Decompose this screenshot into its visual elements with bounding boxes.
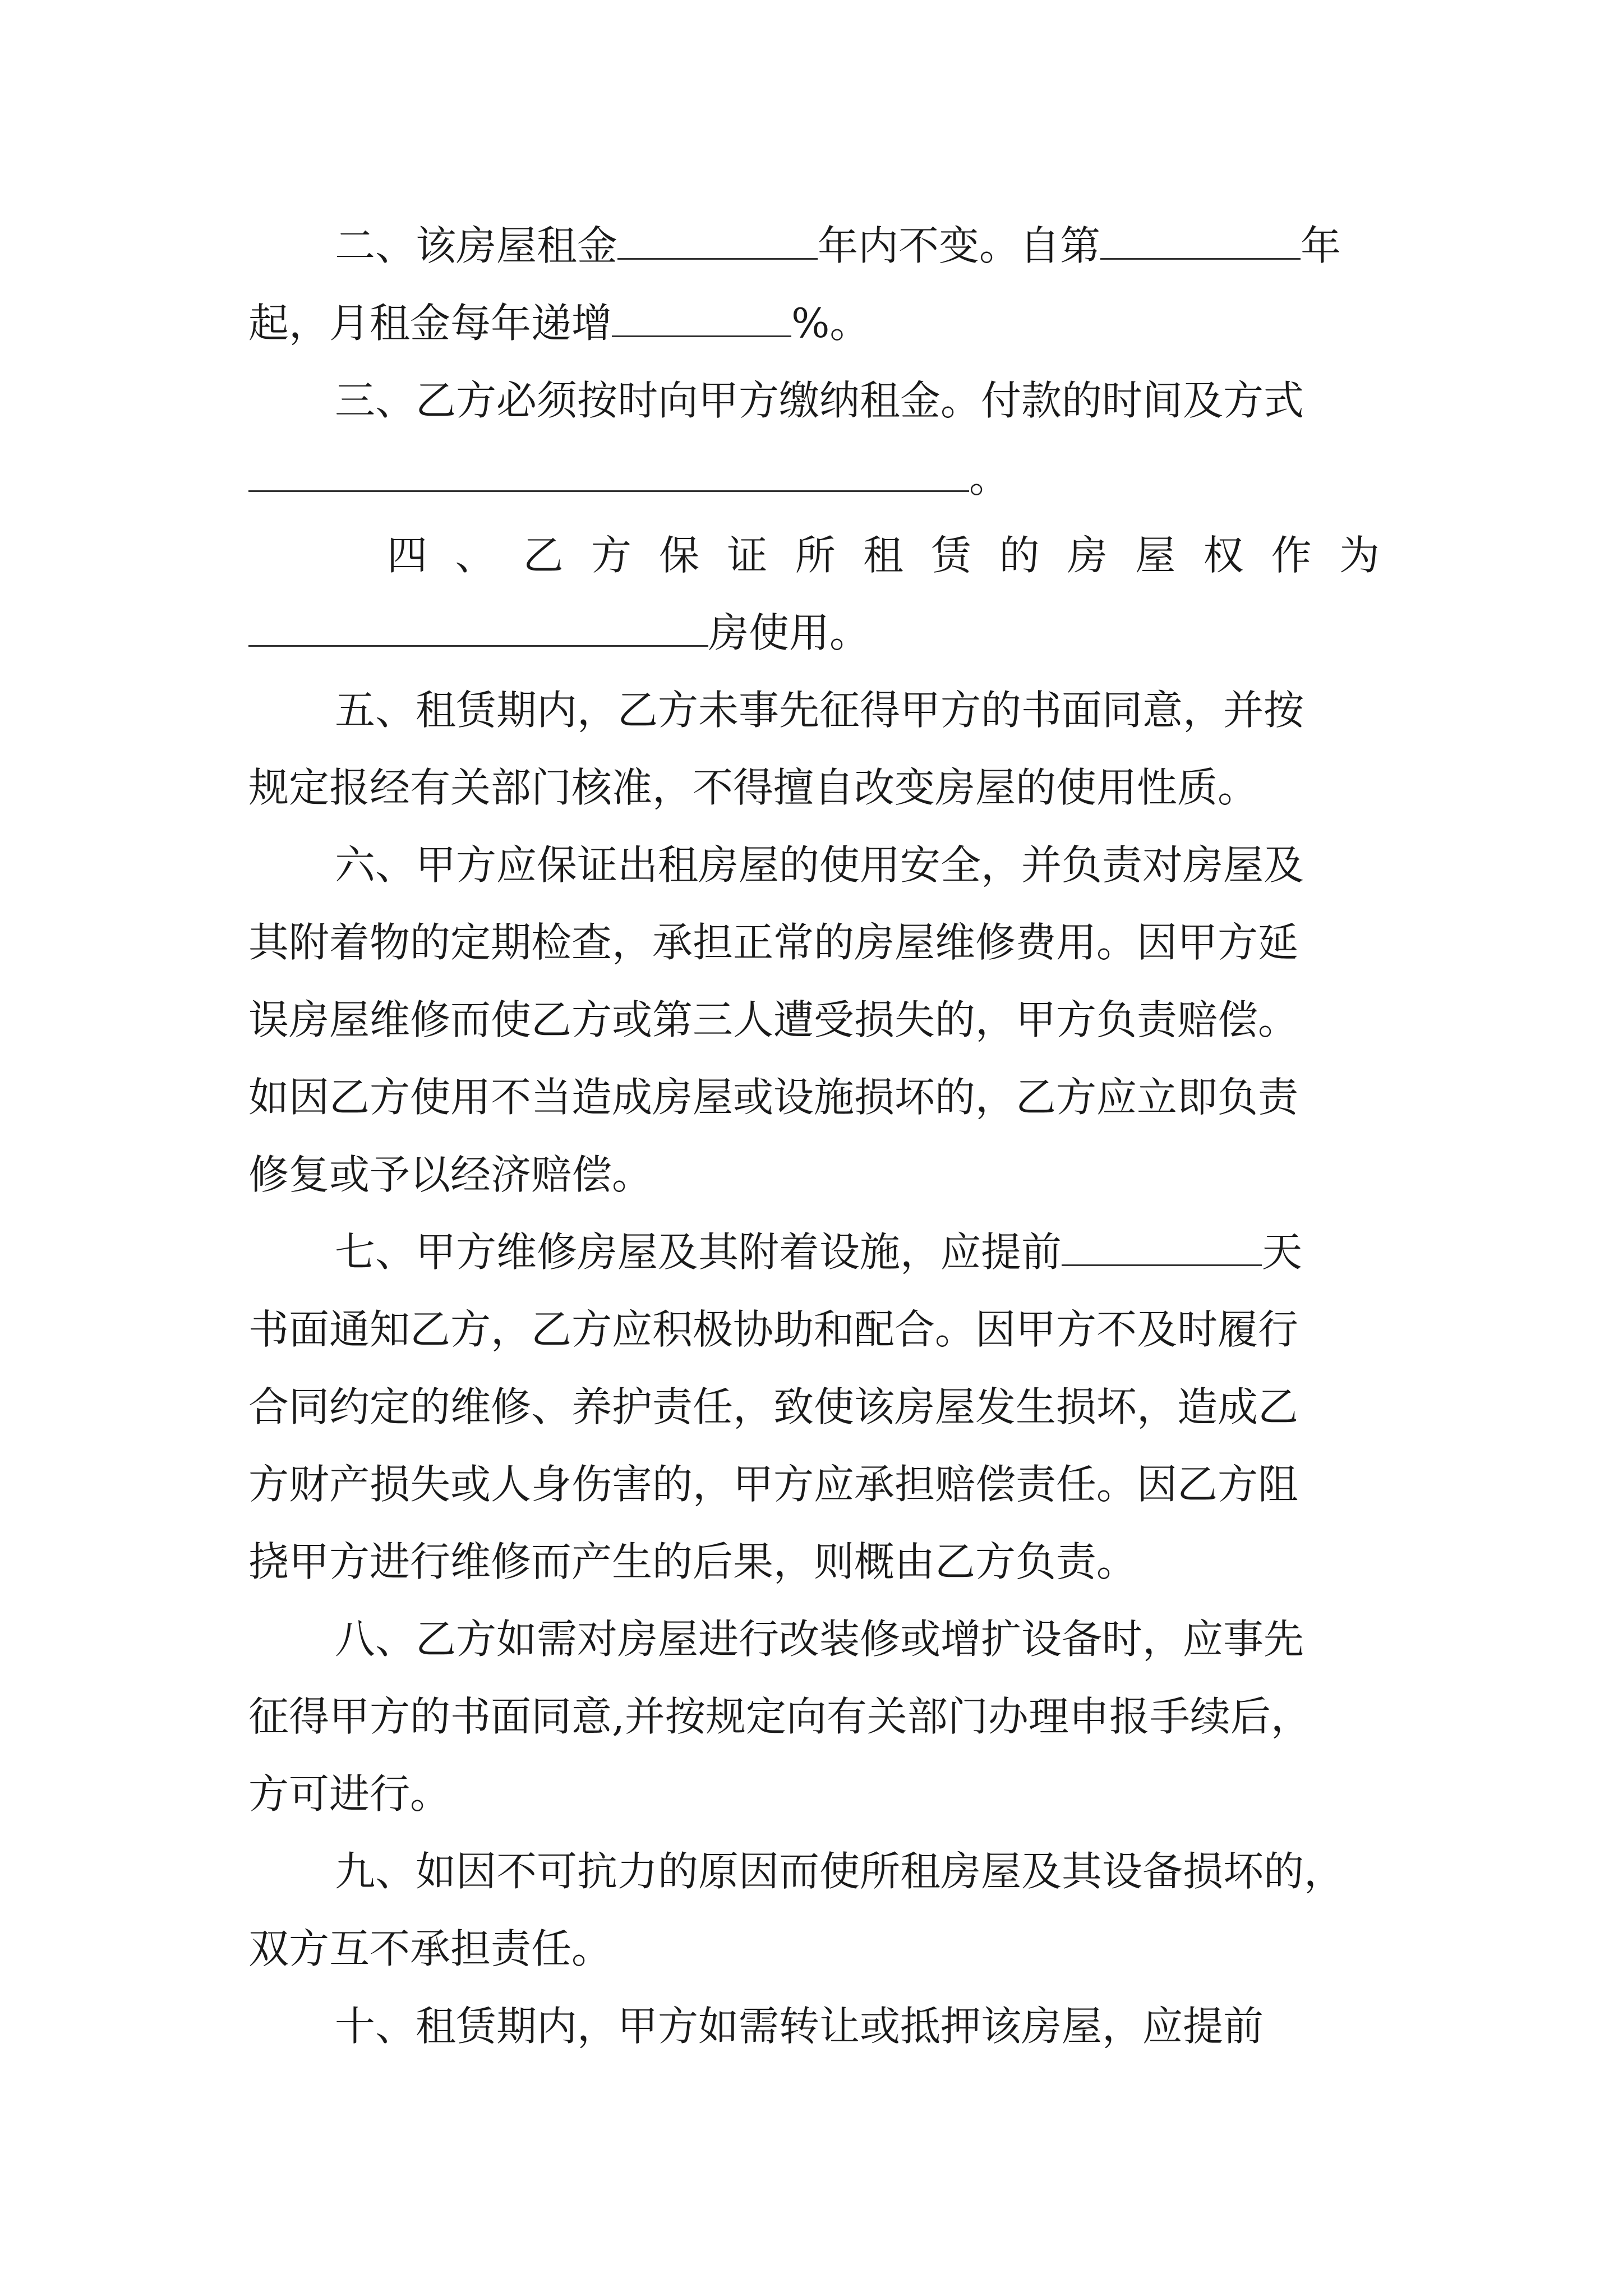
clause-4-char: 、 bbox=[455, 532, 496, 579]
notice-days-blank bbox=[1062, 1230, 1262, 1266]
clause-4-char: 方 bbox=[591, 532, 631, 579]
payment-method-blank bbox=[248, 455, 969, 492]
clause-7-text-b: 天 bbox=[1262, 1228, 1303, 1276]
clause-4-char: 房 bbox=[1067, 532, 1108, 579]
clause-4-line-2 bbox=[248, 605, 870, 661]
clause-9-line-1: 九、如因不可抗力的原因而使所租房屋及其设备损坏的， bbox=[335, 1848, 1345, 1895]
clause-2-text-d: 起，月租金每年递增 bbox=[248, 300, 612, 347]
clause-5-line-1: 五、租赁期内，乙方未事先征得甲方的书面同意，并按 bbox=[335, 687, 1304, 734]
clause-4-char: 乙 bbox=[523, 532, 564, 579]
clause-7-text-a: 七、甲方维修房屋及其附着设施，应提前 bbox=[335, 1228, 1062, 1276]
clause-2-line-2 bbox=[248, 295, 870, 351]
clause-6-line-3: 误房屋维修而使乙方或第三人遭受损失的，甲方负责赔偿。 bbox=[248, 996, 1299, 1043]
clause-3-end: 。 bbox=[969, 454, 1010, 501]
clause-6-line-1: 六、甲方应保证出租房屋的使用安全，并负责对房屋及 bbox=[335, 841, 1304, 889]
clause-2-text-e: %。 bbox=[791, 300, 870, 347]
clause-2-text-a: 二、该房屋租金 bbox=[335, 222, 618, 269]
clause-6-line-5: 修复或予以经济赔偿。 bbox=[248, 1151, 653, 1198]
increase-percent-blank bbox=[612, 301, 791, 337]
clause-4-char: 所 bbox=[795, 532, 836, 579]
clause-5-line-2: 规定报经有关部门核准，不得擅自改变房屋的使用性质。 bbox=[248, 764, 1258, 811]
clause-4-char: 证 bbox=[727, 532, 768, 579]
clause-4-char: 为 bbox=[1339, 532, 1380, 579]
clause-4-line-1 bbox=[387, 527, 1380, 583]
clause-9-line-2: 双方互不承担责任。 bbox=[248, 1925, 612, 1972]
clause-10-line-1: 十、租赁期内，甲方如需转让或抵押该房屋，应提前 bbox=[335, 2003, 1264, 2050]
clause-3-line-1: 三、乙方必须按时向甲方缴纳租金。付款的时间及方式 bbox=[335, 377, 1304, 424]
clause-2-text-c: 年 bbox=[1301, 222, 1341, 269]
clause-4-char: 的 bbox=[999, 532, 1040, 579]
clause-8-line-2: 征得甲方的书面同意,并按规定向有关部门办理申报手续后， bbox=[248, 1693, 1311, 1740]
clause-6-line-2: 其附着物的定期检查，承担正常的房屋维修费用。因甲方延 bbox=[248, 919, 1299, 966]
clause-4-char: 保 bbox=[659, 532, 700, 579]
clause-4-end: 房使用。 bbox=[708, 609, 870, 656]
clause-2-text-b: 年内不变。自第 bbox=[818, 222, 1101, 269]
clause-7-line-2: 书面通知乙方，乙方应积极协助和配合。因甲方不及时履行 bbox=[248, 1306, 1299, 1353]
clause-3-line-2 bbox=[248, 450, 1009, 506]
clause-4-char: 赁 bbox=[931, 532, 972, 579]
clause-7-line-3: 合同约定的维修、养护责任，致使该房屋发生损坏，造成乙 bbox=[248, 1383, 1299, 1430]
clause-6-line-4: 如因乙方使用不当造成房屋或设施损坏的，乙方应立即负责 bbox=[248, 1074, 1299, 1121]
house-usage-blank bbox=[248, 610, 708, 647]
clause-4-char: 租 bbox=[863, 532, 903, 579]
clause-2-line-1 bbox=[335, 218, 1341, 274]
clause-4-char: 权 bbox=[1203, 532, 1244, 579]
clause-8-line-3: 方可进行。 bbox=[248, 1770, 451, 1818]
clause-7-line-4: 方财产损失或人身伤害的，甲方应承担赔偿责任。因乙方阻 bbox=[248, 1461, 1299, 1508]
clause-4-char: 屋 bbox=[1135, 532, 1176, 579]
clause-7-line-1 bbox=[335, 1224, 1302, 1280]
clause-4-char: 作 bbox=[1271, 532, 1312, 579]
clause-4-char: 四 bbox=[387, 532, 428, 579]
rent-years-blank bbox=[617, 223, 818, 260]
start-year-blank bbox=[1100, 223, 1301, 260]
clause-7-line-5: 挠甲方进行维修而产生的后果，则概由乙方负责。 bbox=[248, 1538, 1137, 1585]
clause-8-line-1: 八、乙方如需对房屋进行改装修或增扩设备时，应事先 bbox=[335, 1616, 1304, 1663]
